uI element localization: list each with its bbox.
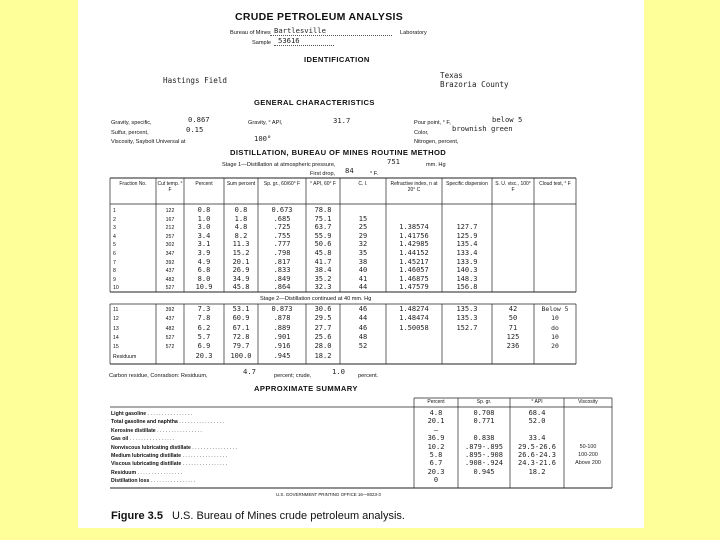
table-cell: 1.0 [197, 214, 211, 223]
table-cell: 53.1 [232, 305, 250, 313]
table-cell: 40 [358, 266, 368, 275]
table-cell: 1.48474 [399, 314, 429, 323]
fraction-number: 10 [113, 285, 119, 292]
summary-cell: — [433, 425, 439, 434]
table-cell: .864 [273, 283, 291, 292]
table-cell: 30.6 [314, 305, 332, 313]
table-cell: 1.48274 [399, 305, 429, 313]
stage1-label: Stage 1—Distillation at atmospheric pressure, [222, 162, 336, 168]
carbon-residuum-value: 4.7 [243, 367, 256, 376]
table-cell: .833 [273, 266, 291, 275]
summary-table [78, 0, 644, 528]
table-cell: 20.1 [232, 257, 250, 266]
leader-dots: . . . . . . . . . . . . . . . . [181, 453, 228, 459]
table-cell: 41 [358, 274, 368, 283]
summary-heading: APPROXIMATE SUMMARY [254, 384, 358, 393]
fraction-number: 4 [113, 233, 116, 240]
table-cell: .817 [273, 257, 291, 266]
table-cell: 32.3 [314, 283, 332, 292]
cut-temperature: 527 [165, 334, 175, 341]
table-cell: 6.2 [197, 323, 211, 332]
table-cell: 135.4 [456, 240, 478, 249]
table-cell: 20 [551, 342, 559, 351]
table-cell: 1.50058 [399, 323, 429, 332]
summary-cell: Above 200 [575, 460, 601, 467]
stage2-label: Stage 2—Distillation continued at 40 mm. Hg [260, 296, 372, 302]
fraction-number: 1 [113, 208, 116, 214]
table-cell: 63.7 [314, 223, 332, 232]
summary-cell: 0.708 [473, 409, 495, 417]
fraction-number: Residuum [113, 353, 137, 360]
pour-point-label: Pour point, ° F, [414, 120, 451, 126]
table-cell: 0.673 [271, 206, 293, 214]
table-cell: 133.9 [456, 257, 478, 266]
fraction-number: 12 [113, 316, 119, 323]
cut-temperature: 437 [165, 316, 175, 323]
column-header: Refractive index, n at 20° C [390, 181, 438, 193]
table-cell: 71 [508, 323, 518, 332]
column-header: Fraction No. [119, 181, 147, 187]
table-cell: 67.1 [232, 323, 250, 332]
summary-cell: 10.2 [427, 442, 445, 451]
table-cell: 10.9 [195, 283, 213, 292]
summary-cell: 24.3-21.6 [518, 459, 556, 468]
summary-cell: 6.7 [429, 459, 443, 468]
table-cell: 50.6 [314, 240, 332, 249]
fraction-number: 11 [113, 307, 119, 313]
table-cell: .916 [273, 342, 291, 351]
table-cell: .901 [273, 332, 291, 341]
summary-cell: 50-100 [579, 443, 597, 450]
column-header: Sum percent [226, 181, 256, 187]
table-cell: .777 [273, 240, 291, 249]
cut-temperature: 167 [165, 216, 175, 223]
table-cell: 10 [551, 332, 559, 341]
table-cell: 1.44152 [399, 249, 429, 257]
cut-temperature: 347 [165, 251, 175, 257]
leader-dots: . . . . . . . . . . . . . . . . [177, 419, 224, 426]
table-cell: 55.9 [314, 231, 332, 240]
table-cell: 10 [551, 314, 559, 323]
carbon-end-label: percent. [358, 373, 379, 379]
pressure-unit: mm. Hg [426, 162, 446, 168]
table-cell: 135.3 [456, 314, 478, 323]
summary-row-label: Nonviscous lubricating distillate . . . . . . . . . . . . . . . . [111, 444, 237, 451]
printing-office-footer: U.S. GOVERNMENT PRINTING OFFICE 16—8023-3 [276, 492, 381, 497]
summary-row-label: Residuum . . . . . . . . . . . . . . . . [111, 469, 183, 476]
table-cell: 1.8 [234, 214, 248, 223]
leader-dots: . . . . . . . . . . . . . . . . [146, 411, 193, 417]
table-cell: .889 [273, 323, 291, 332]
table-cell: 148.3 [456, 274, 478, 283]
sulfur-value: 0.15 [186, 125, 204, 134]
table-cell: 38.4 [314, 266, 332, 275]
column-header: Sp. gr., 60/60° F [263, 181, 301, 187]
summary-cell: 20.1 [427, 417, 445, 426]
table-cell: .945 [273, 351, 291, 360]
nitrogen-label: Nitrogen, percent, [414, 139, 459, 145]
summary-cell: 20.3 [427, 467, 445, 476]
fraction-number: 14 [113, 334, 119, 341]
table-cell: 1.46875 [399, 274, 429, 283]
table-cell: 6.9 [197, 342, 211, 351]
cut-temperature: 572 [165, 344, 175, 351]
table-cell: 48 [358, 332, 368, 341]
table-cell: 27.7 [314, 323, 332, 332]
table-cell: 45.8 [232, 283, 250, 292]
leader-dots: . . . . . . . . . . . . . . . . [190, 444, 237, 451]
state-name: Texas [440, 71, 463, 80]
table-cell: 1.45217 [399, 257, 429, 266]
general-heading: GENERAL CHARACTERISTICS [254, 98, 375, 107]
document-title: CRUDE PETROLEUM ANALYSIS [235, 11, 404, 23]
table-cell: 26.9 [232, 266, 250, 275]
table-cell: 127.7 [456, 223, 478, 232]
table-cell: 1.47579 [399, 283, 429, 292]
summary-cell: 0.838 [473, 434, 495, 443]
summary-row-label: Gas oil . . . . . . . . . . . . . . . . [111, 436, 175, 443]
table-cell: .878 [273, 314, 291, 323]
table-cell: 1.38574 [399, 223, 429, 232]
column-header: Cloud test, ° F [539, 181, 571, 187]
table-cell: 125.9 [456, 231, 478, 240]
table-cell: 29.5 [314, 314, 332, 323]
carbon-crude-value: 1.0 [332, 367, 345, 376]
fraction-number: 6 [113, 251, 116, 257]
table-cell: 28.0 [314, 342, 332, 351]
summary-cell: 4.8 [429, 409, 443, 417]
table-cell: 7.3 [197, 305, 211, 313]
summary-cell: .879-.895 [465, 442, 503, 451]
summary-cell: 36.9 [427, 434, 445, 443]
summary-row-label: Distillation loss . . . . . . . . . . . . . . . . [111, 478, 196, 485]
table-cell: 8.0 [197, 274, 211, 283]
table-cell: 75.1 [314, 214, 332, 223]
leader-dots: . . . . . . . . . . . . . . . . [181, 461, 228, 468]
summary-cell: .895-.908 [465, 451, 503, 459]
table-cell: 7.8 [197, 314, 211, 323]
summary-row-label: Medium lubricating distillate . . . . . . . . . . . . . . . . [111, 453, 228, 459]
table-cell: .685 [273, 214, 291, 223]
leader-dots: . . . . . . . . . . . . . . . . [128, 436, 175, 443]
cut-temperature: 437 [165, 268, 175, 275]
table-cell: 1.41756 [399, 231, 429, 240]
table-cell: 140.3 [456, 266, 478, 275]
first-drop-value: 84 [345, 166, 354, 175]
table-cell: 1.42985 [399, 240, 429, 249]
bureau-label: Bureau of Mines [230, 30, 271, 36]
gravity-specific-label: Gravity, specific, [111, 120, 152, 126]
cut-temperature: 392 [165, 259, 175, 266]
table-cell: 35.2 [314, 274, 332, 283]
table-cell: 135.3 [456, 305, 478, 313]
table-cell: 50 [508, 314, 518, 323]
summary-cell: 0.945 [473, 467, 495, 476]
table-cell: 46 [358, 323, 368, 332]
table-cell: 25.6 [314, 332, 332, 341]
table-cell: 29 [358, 231, 368, 240]
carbon-crude-label: percent; crude, [274, 373, 312, 379]
first-drop-unit: ° F. [370, 171, 379, 177]
table-cell: Below 5 [541, 305, 569, 313]
summary-cell: 52.0 [528, 417, 546, 426]
cut-temperature: 302 [165, 242, 175, 249]
summary-column-header: ° API [531, 399, 543, 405]
sulfur-label: Sulfur, percent, [111, 130, 149, 136]
color-value: brownish green [452, 124, 513, 133]
column-header: C. I. [358, 181, 368, 187]
summary-cell: 18.2 [528, 467, 546, 476]
table-cell: 1.46057 [399, 266, 429, 275]
fraction-number: 8 [113, 268, 116, 275]
column-header: ° API, 60° F [310, 181, 336, 187]
sample-label: Sample [252, 40, 271, 46]
figure-label: Figure 3.5 [111, 510, 163, 522]
column-header: S. U. visc., 100° F [495, 181, 531, 193]
summary-cell: 100-200 [578, 452, 598, 458]
fraction-number: 3 [113, 225, 116, 232]
viscosity-value: 100° [254, 134, 272, 143]
table-cell: 46 [358, 305, 368, 313]
first-drop-label: First drop, [310, 171, 336, 177]
summary-row-label: Viscous lubricating distillate . . . . . . . . . . . . . . . . [111, 461, 228, 468]
distillation-heading: DISTILLATION, BUREAU OF MINES ROUTINE METHOD [230, 148, 447, 157]
fraction-number: 9 [113, 276, 116, 283]
summary-row-label: Total gasoline and naphtha . . . . . . . . . . . . . . . . [111, 419, 224, 426]
table-cell: 35 [358, 249, 368, 257]
gravity-specific-value: 0.867 [188, 115, 210, 124]
table-cell: 3.4 [197, 231, 211, 240]
table-cell: 0.873 [271, 305, 293, 313]
summary-cell: 29.5-26.6 [518, 442, 556, 451]
fraction-number: 15 [113, 344, 119, 351]
laboratory-label: Laboratory [400, 30, 427, 36]
carbon-residue-label: Carbon residue, Conradson: Residuum, [109, 373, 208, 379]
table-cell: 0.8 [197, 206, 211, 214]
summary-cell: 26.6-24.3 [518, 451, 556, 459]
gravity-api-value: 31.7 [333, 116, 351, 125]
cut-temperature: 212 [165, 225, 175, 232]
column-header: Cut temp. ° F [157, 181, 183, 193]
table-cell: 34.9 [232, 274, 250, 283]
table-cell: 41.7 [314, 257, 332, 266]
table-cell: 3.9 [197, 249, 211, 257]
summary-column-header: Viscosity [578, 399, 598, 405]
cut-temperature: 482 [165, 276, 175, 283]
table-cell: 236 [506, 342, 520, 351]
summary-cell: 33.4 [528, 434, 546, 443]
table-cell: 72.8 [232, 332, 250, 341]
table-cell: 20.3 [195, 351, 213, 360]
table-cell: 3.1 [197, 240, 211, 249]
table-cell: 38 [358, 257, 368, 266]
identification-heading: IDENTIFICATION [304, 55, 370, 64]
fraction-number: 2 [113, 216, 116, 223]
document-page [78, 0, 644, 528]
table-cell: 52 [358, 342, 368, 351]
table-cell: 8.2 [234, 231, 248, 240]
table-cell: 125 [506, 332, 520, 341]
table-cell: 44 [358, 283, 368, 292]
table-cell: .849 [273, 274, 291, 283]
table-cell: 79.7 [232, 342, 250, 351]
table-cell: 100.0 [230, 351, 252, 360]
cut-temperature: 122 [165, 208, 175, 214]
table-cell: 45.8 [314, 249, 332, 257]
table-cell: 32 [358, 240, 368, 249]
table-cell: 44 [358, 314, 368, 323]
leader-dots: . . . . . . . . . . . . . . . . [149, 478, 196, 485]
bureau-value: Bartlesville [274, 26, 326, 35]
summary-cell: 0.771 [473, 417, 495, 426]
table-cell: do [551, 323, 559, 332]
color-label: Color, [414, 130, 429, 136]
table-cell: 4.9 [197, 257, 211, 266]
table-cell: 60.9 [232, 314, 250, 323]
column-header: Specific dispersion [446, 181, 488, 187]
table-cell: 15.2 [232, 249, 250, 257]
table-cell: 0.8 [234, 206, 248, 214]
leader-dots: . . . . . . . . . . . . . . . . [155, 427, 202, 434]
summary-row-label: Light gasoline . . . . . . . . . . . . . . . . [111, 411, 193, 417]
cut-temperature: 257 [165, 233, 175, 240]
table-cell: 15 [358, 214, 368, 223]
pour-point-value: below 5 [492, 115, 523, 124]
table-cell: 133.4 [456, 249, 478, 257]
table-cell: 78.8 [314, 206, 332, 214]
table-cell: 6.8 [197, 266, 211, 275]
fraction-number: 5 [113, 242, 116, 249]
sample-value: 53616 [278, 36, 300, 45]
table-cell: 152.7 [456, 323, 478, 332]
summary-column-header: Sp. gr. [476, 399, 492, 405]
pressure-value: 751 [387, 157, 400, 166]
cut-temperature: 527 [165, 285, 175, 292]
fraction-number: 13 [113, 325, 119, 332]
table-cell: 18.2 [314, 351, 332, 360]
table-cell: 42 [508, 305, 518, 313]
table-cell: 3.0 [197, 223, 211, 232]
summary-row-label: Kerosine distillate . . . . . . . . . . . . . . . . [111, 427, 202, 434]
gravity-api-label: Gravity, ° API, [248, 120, 283, 126]
viscosity-label: Viscosity, Saybolt Universal at [111, 139, 186, 145]
summary-cell: 68.4 [528, 409, 546, 417]
cut-temperature: 482 [165, 325, 175, 332]
table-cell: 25 [358, 223, 368, 232]
summary-column-header: Percent [427, 399, 445, 405]
figure-caption-text: U.S. Bureau of Mines crude petroleum analysis. [172, 510, 405, 522]
fraction-number: 7 [113, 259, 116, 266]
summary-cell: .908-.924 [465, 459, 503, 468]
table-cell: 5.7 [197, 332, 211, 341]
table-cell: .755 [273, 231, 291, 240]
cut-temperature: 392 [165, 307, 175, 313]
table-cell: 156.8 [456, 283, 478, 292]
leader-dots: . . . . . . . . . . . . . . . . [136, 469, 183, 476]
table-cell: .725 [273, 223, 291, 232]
field-name: Hastings Field [163, 76, 228, 85]
table-cell: 11.3 [232, 240, 250, 249]
summary-cell: 0 [433, 476, 439, 485]
summary-cell: 5.8 [429, 451, 443, 459]
figure-caption [111, 510, 405, 522]
county-name: Brazoria County [440, 80, 509, 89]
column-header: Percent [195, 181, 213, 187]
table-cell: 4.8 [234, 223, 248, 232]
table-cell: .798 [273, 249, 291, 257]
